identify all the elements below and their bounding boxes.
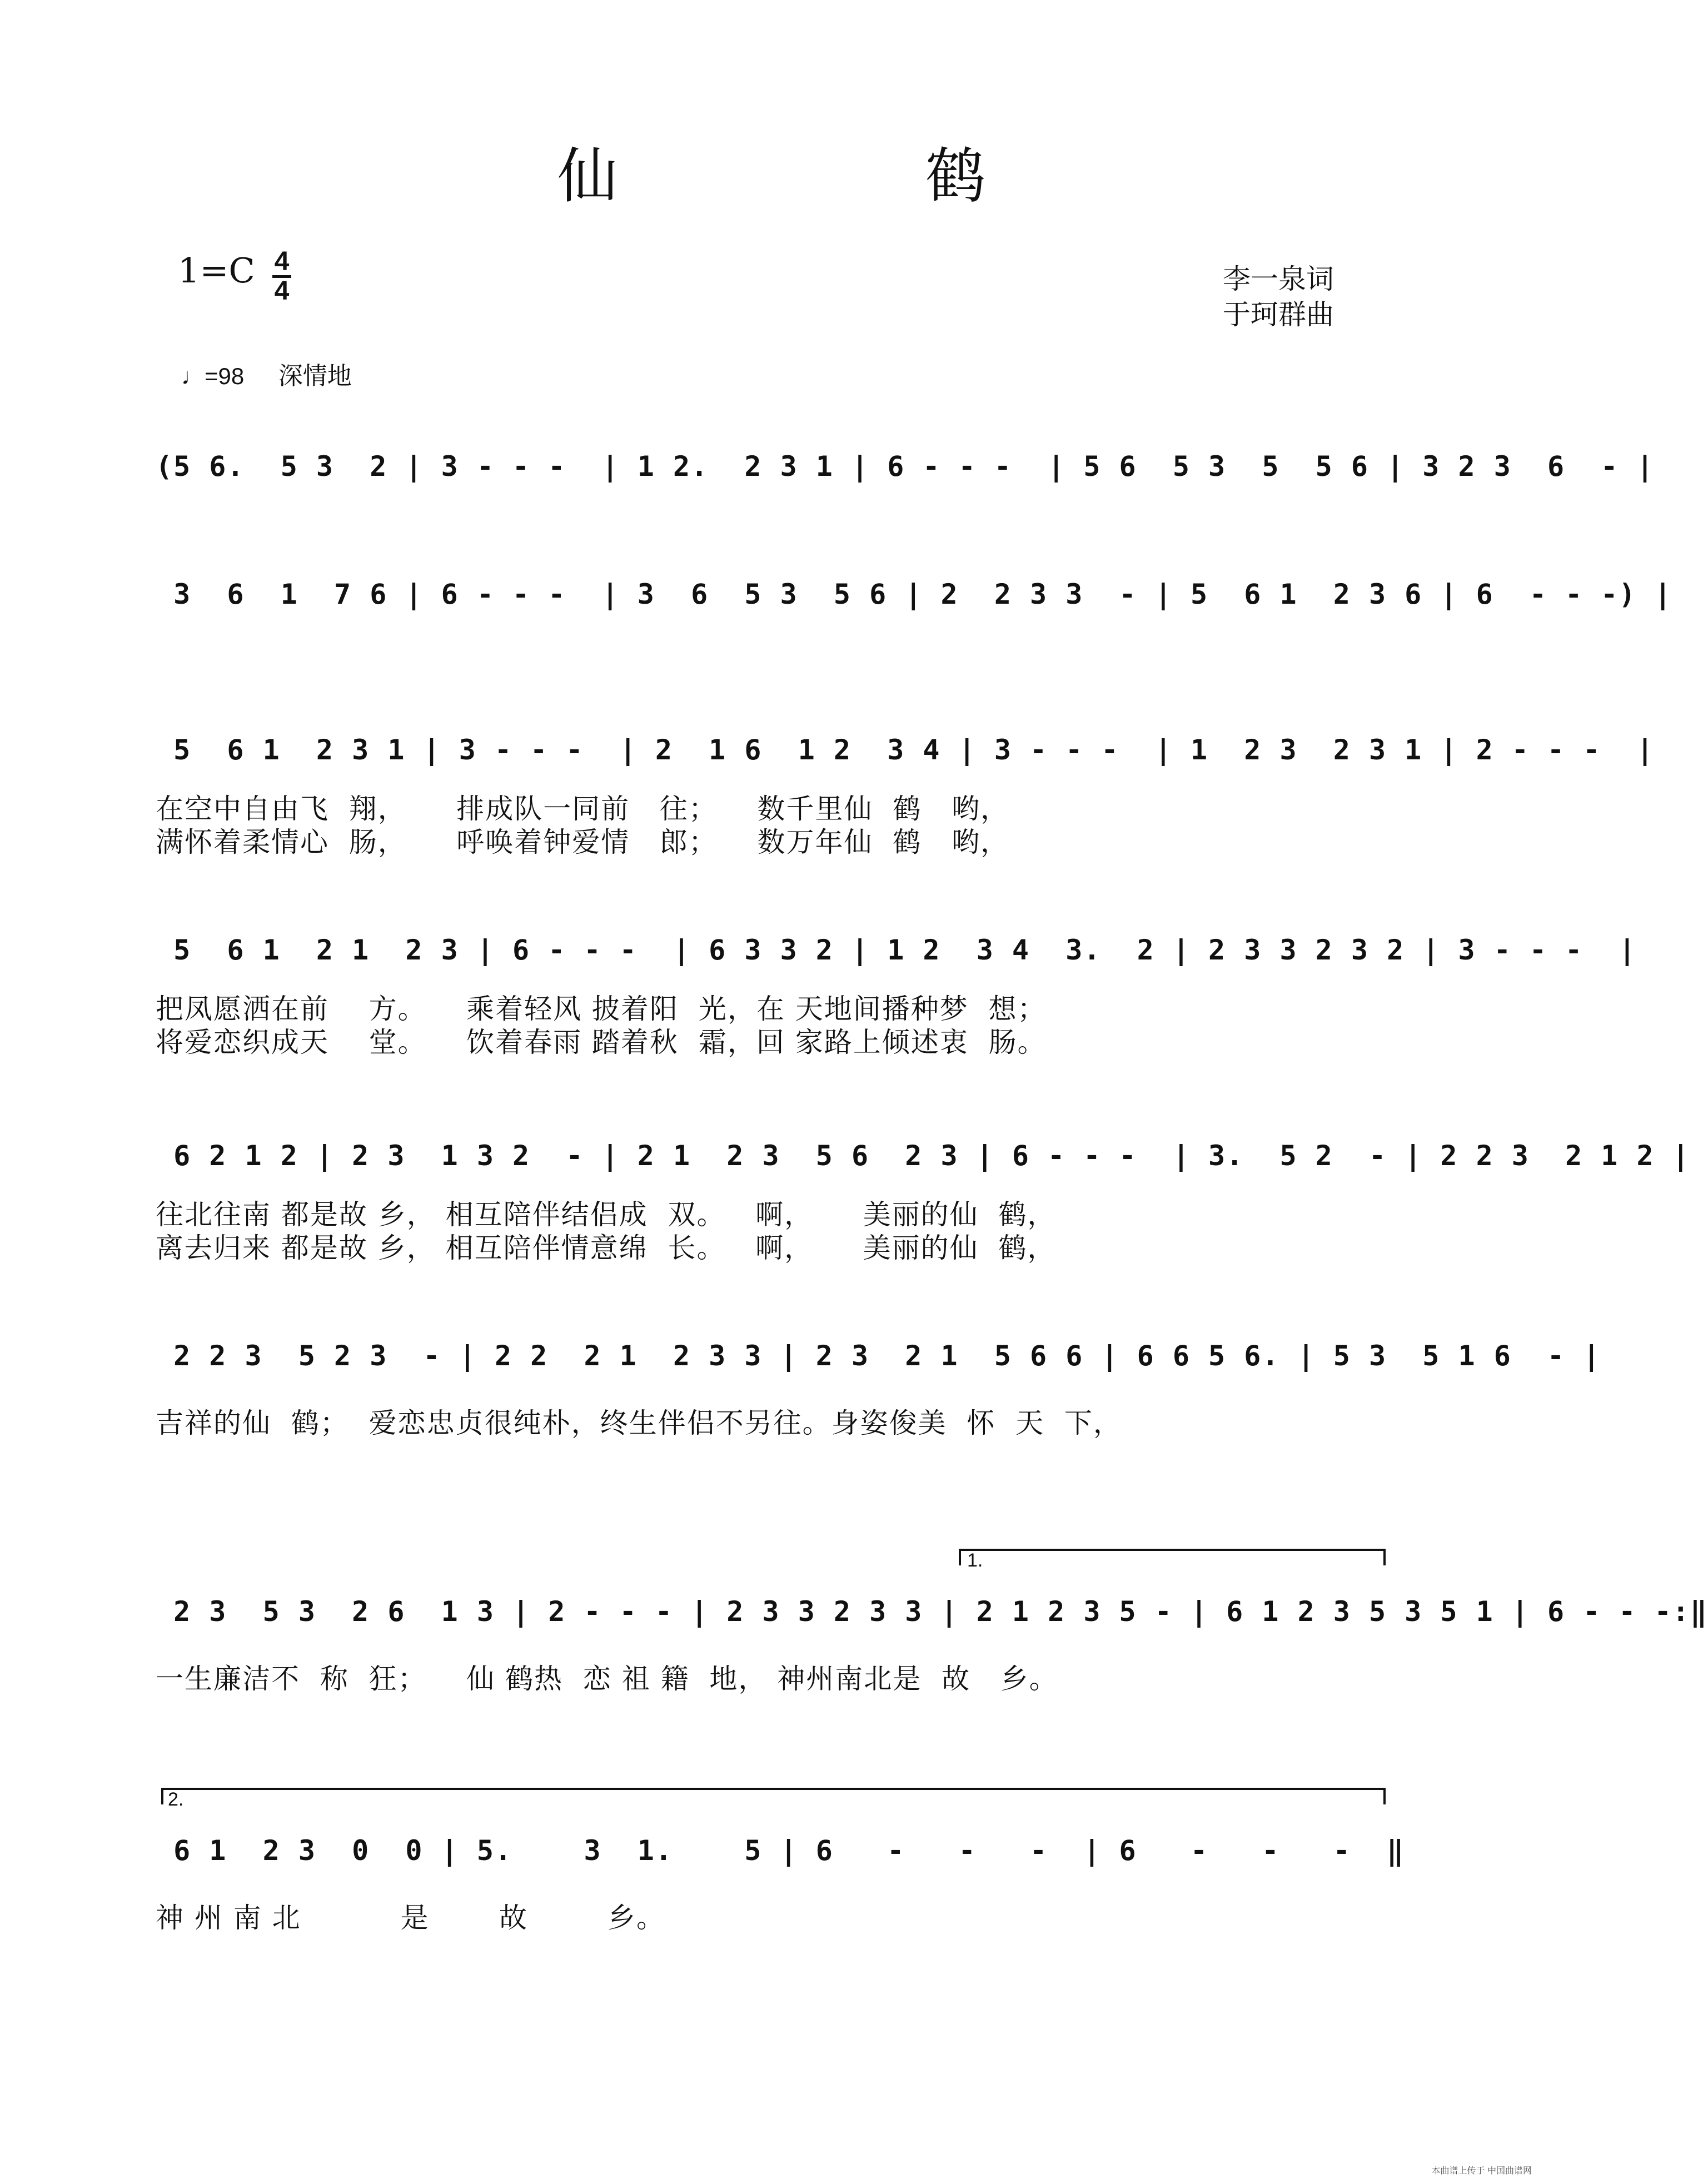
lyric-verse-2: 将爱恋织成天 堂。 饮着春雨 踏着秋 霜，回 家路上倾述衷 肠。 xyxy=(156,1026,1047,1058)
notes-line: 3 6 1 7 6 | 6 - - - | 3 6 5 3 5 6 | 2 2 3 3 - | 5 6 1 2 3 6 | 6 - - -) | xyxy=(156,578,1672,610)
lyric-verse-1: 在空中自由飞 翔， 排成队一同前 往； 数千里仙 鹤 哟， xyxy=(156,793,1009,825)
time-signature-bottom: 4 xyxy=(274,276,290,306)
tempo-value: ♩=98 xyxy=(181,363,245,389)
lyric-verse-1: 吉祥的仙 鹤； 爱恋忠贞很纯朴，终生伴侣不另往。身姿俊美 怀 天 下， xyxy=(156,1407,1122,1439)
expression-marking: 深情地 xyxy=(278,362,352,390)
first-ending-label: 1. xyxy=(967,1550,983,1571)
lyric-verse-1: 把凤愿洒在前 方。 乘着轻风 披着阳 光，在 天地间播种梦 想； xyxy=(156,993,1047,1025)
notes-line: 5 6 1 2 1 2 3 | 6 - - - | 6 3 3 2 | 1 2 3 4 3. 2 | 2 3 3 2 3 2 | 3 - - - | xyxy=(156,934,1637,966)
lyric-verse-1: 一生廉洁不 称 狂； 仙 鹤热 恋 祖 籍 地， 神州南北是 故 乡。 xyxy=(156,1663,1058,1695)
notes-line: 2 2 3 5 2 3 - | 2 2 2 1 2 3 3 | 2 3 2 1 5 6 6 | 6 6 5 6. | 5 3 5 1 6 - | xyxy=(156,1340,1601,1372)
lyric-verse-1: 神 州 南 北 是 故 乡。 xyxy=(156,1902,666,1934)
key-signature: 1=C xyxy=(178,250,255,291)
notes-line: (5 6. 5 3 2 | 3 - - - | 1 2. 2 3 1 | 6 - - - | 5 6 5 3 5 5 6 | 3 2 3 6 - | xyxy=(156,450,1655,483)
second-ending-label: 2. xyxy=(168,1789,184,1810)
song-title: 仙 鹤 xyxy=(557,142,1131,211)
lyricist: 李一泉词 xyxy=(1223,263,1334,295)
lyric-verse-2: 离去归来 都是故 乡， 相互陪伴情意绵 长。 啊， 美丽的仙 鹤， xyxy=(156,1232,1057,1264)
notes-line: 6 2 1 2 | 2 3 1 3 2 - | 2 1 2 3 5 6 2 3 | 6 - - - | 3. 5 2 - | 2 2 3 2 1 2 | xyxy=(156,1140,1690,1172)
lyric-verse-2: 满怀着柔情心 肠， 呼唤着钟爱情 郎； 数万年仙 鹤 哟， xyxy=(156,826,1009,858)
notes-line: 6 1 2 3 0 0 | 5. 3 1. 5 | 6 - - - | 6 - - - ‖ xyxy=(156,1834,1405,1867)
time-signature-top: 4 xyxy=(274,247,290,276)
tempo-marking xyxy=(181,356,352,391)
notes-line: 5 6 1 2 3 1 | 3 - - - | 2 1 6 1 2 3 4 | 3 - - - | 1 2 3 2 3 1 | 2 - - - | xyxy=(156,734,1655,766)
first-ending-bracket xyxy=(959,1549,1386,1565)
lyric-verse-1: 往北往南 都是故 乡， 相互陪伴结侣成 双。 啊， 美丽的仙 鹤， xyxy=(156,1199,1057,1231)
footer-watermark: 本曲谱上传于 中国曲谱网 xyxy=(1431,2166,1532,2176)
composer: 于珂群曲 xyxy=(1223,299,1334,331)
time-signature xyxy=(272,249,291,304)
second-ending-bracket xyxy=(161,1788,1386,1804)
notes-line: 2 3 5 3 2 6 1 3 | 2 - - - | 2 3 3 2 3 3 | 2 1 2 3 5 - | 6 1 2 3 5 3 5 1 | 6 - - -:‖ xyxy=(156,1595,1708,1628)
credits xyxy=(1223,261,1334,332)
